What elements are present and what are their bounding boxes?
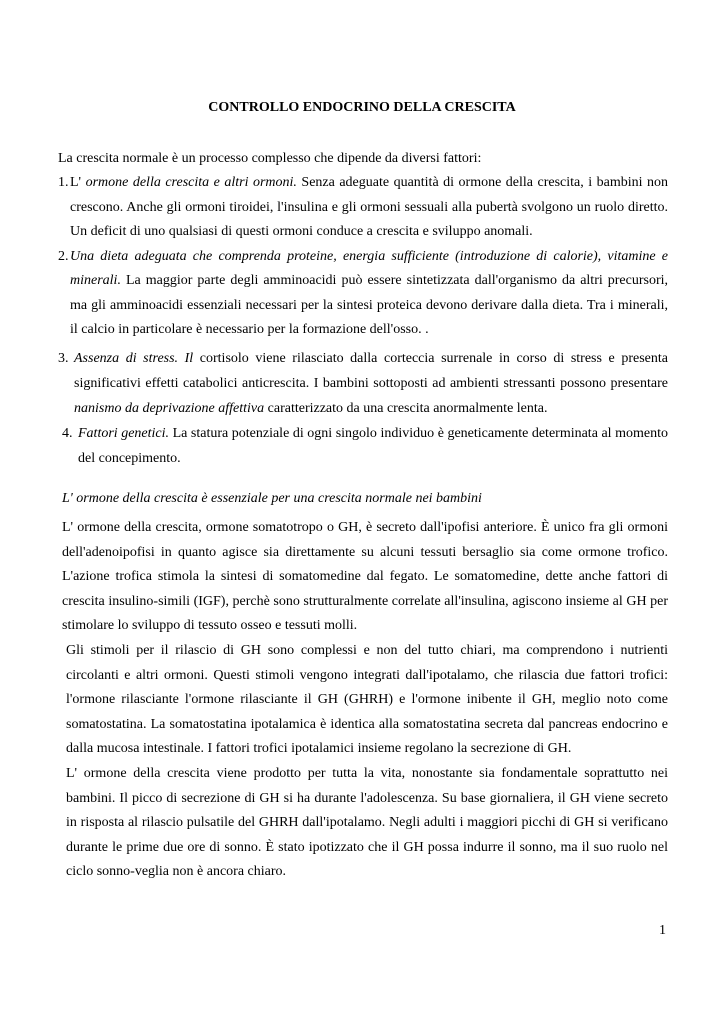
page-number: 1	[659, 923, 666, 938]
factor-item-4	[62, 421, 668, 471]
factor-text-end: caratterizzato da una crescita anormalmente lenta.	[264, 401, 548, 416]
factor-item-3	[58, 346, 668, 421]
factor-text: Senza adeguate quantità di ormone della crescita, i bambini non crescono. Anche gli ormoni tiroidei, l'insulina e gli ormoni sessuali alla pubertà svolgono un ruolo diretto. Un deficit di uno qualsiasi di questi ormoni conduce a crescita e sviluppo anomali.	[70, 175, 669, 239]
factor-title: Una dieta adeguata che comprenda proteine, energia sufficiente (introduzione di calorie), vitamine e minerali.	[70, 248, 668, 288]
factor-item-1	[58, 171, 668, 245]
factor-text: La maggior parte degli amminoacidi può essere sintetizzata dall'organismo da altri precursori, ma gli amminoacidi essenziali necessari per la sintesi proteica devono derivare dalla dieta. Tra i minerali, il calcio in particolare è necessario per la formazione dell'osso. .	[70, 273, 668, 337]
factor-list-a	[58, 171, 668, 343]
page-title: CONTROLLO ENDOCRINO DELLA CRESCITA	[208, 100, 516, 115]
body-paragraph-1: L' ormone della crescita, ormone somatotropo o GH, è secreto dall'ipofisi anteriore. È unico fra gli ormoni dell'adenoipofisi in quanto agisce sia direttamente su alcuni tessuti bersaglio sia come ormone trofico. L'azione trofica stimola la sintesi di somatomedine dal fegato. Le somatomedine, dette anche fattori di crescita insulino-simili (IGF), perchè sono strutturalmente correlate all'insulina, agiscono insieme al GH per stimolare lo sviluppo di tessuto osseo e tessuti molli.	[62, 520, 668, 634]
body-paragraph-3: L' ormone della crescita viene prodotto per tutta la vita, nonostante sia fondamentale soprattutto nei bambini. Il picco di secrezione di GH si ha durante l'adolescenza. Su base giornaliera, il GH viene secreto in risposta al rilascio pulsatile del GHRH dall'ipotalamo. Negli adulti i maggiori picchi di GH si verificano durante le prime due ore di sonno. È stato ipotizzato che il GH possa indurre il sonno, ma il suo ruolo nel ciclo sonno-veglia non è ancora chiaro.	[66, 765, 668, 880]
factor-number: 2.	[58, 248, 69, 264]
factor-list-b	[58, 346, 668, 471]
factor-emphasis: nanismo da deprivazione affettiva	[74, 401, 265, 416]
factor-title: Assenza di stress. Il	[74, 351, 194, 366]
section-heading: L' ormone della crescita è essenziale per una crescita normale nei bambini	[62, 491, 482, 506]
factor-number: 3.	[58, 351, 69, 366]
intro-paragraph: La crescita normale è un processo complesso che dipende da diversi fattori:	[58, 151, 482, 166]
factor-text: La statura potenziale di ogni singolo individuo è geneticamente determinata al momento del concepimento.	[78, 426, 668, 466]
factor-prefix: L'	[70, 175, 86, 190]
section-body	[62, 516, 668, 885]
factor-title: ormone della crescita e altri ormoni.	[85, 175, 297, 190]
factor-number: 4.	[62, 426, 73, 441]
factor-number: 1.	[58, 175, 69, 190]
body-paragraph-2: Gli stimoli per il rilascio di GH sono complessi e non del tutto chiari, ma comprendono i nutrienti circolanti e altri ormoni. Questi stimoli vengono integrati dall'ipotalamo, che rilascia due fattori trofici: l'ormone rilasciante l'ormone rilasciante il GH (GHRH) e l'ormone inibente il GH, meglio noto come somatostatina. La somatostatina ipotalamica è identica alla somatostatina secreta dal pancreas endocrino e dalla mucosa intestinale. I fattori trofici ipotalamici insieme regolano la secrezione di GH.	[66, 642, 668, 757]
factor-title: Fattori genetici.	[78, 426, 170, 441]
factor-item-2	[58, 245, 668, 343]
factor-text: cortisolo viene rilasciato dalla corteccia surrenale in corso di stress e presenta significativi effetti catabolici anticrescita. I bambini sottoposti ad ambienti stressanti possono presentare	[74, 351, 668, 391]
